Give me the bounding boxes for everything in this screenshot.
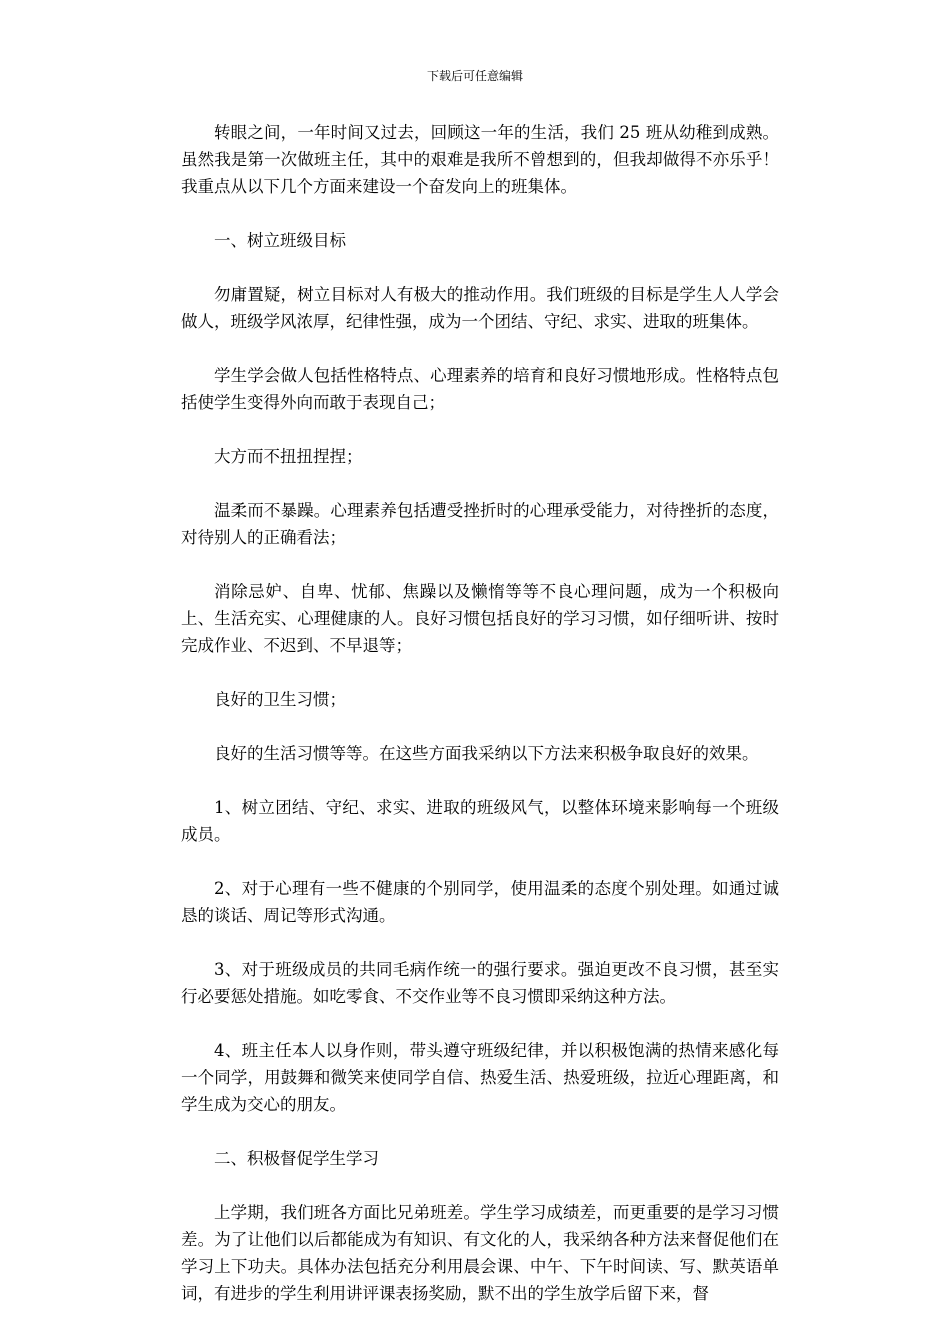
- list-item-2: 2、对于心理有一些不健康的个别同学，使用温柔的态度个别处理。如通过诚恳的谈话、周记等形式沟通。: [181, 879, 779, 925]
- document-body: [181, 119, 779, 1334]
- section-heading-2: 二、积极督促学生学习: [214, 1149, 379, 1168]
- body-paragraph: 学生学会做人包括性格特点、心理素养的培育和良好习惯地形成。性格特点包括使学生变得外向而敢于表现自己；: [181, 366, 779, 412]
- body-paragraph: 良好的卫生习惯；: [214, 690, 346, 709]
- body-paragraph: 消除忌妒、自卑、忧郁、焦躁以及懒惰等等不良心理问题，成为一个积极向上、生活充实、心理健康的人。良好习惯包括良好的学习习惯，如仔细听讲、按时完成作业、不迟到、不早退等；: [181, 582, 779, 655]
- body-paragraph: 大方而不扭扭捏捏；: [214, 447, 363, 466]
- body-paragraph: 温柔而不暴躁。心理素养包括遭受挫折时的心理承受能力，对待挫折的态度，对待别人的正确看法；: [181, 501, 779, 547]
- intro-paragraph: 转眼之间，一年时间又过去，回顾这一年的生活，我们 25 班从幼稚到成熟。虽然我是第一次做班主任，其中的艰难是我所不曾想到的，但我却做得不亦乐乎！我重点从以下几个方面来建设一个奋发向上的班集体。: [181, 123, 779, 196]
- body-paragraph: 勿庸置疑，树立目标对人有极大的推动作用。我们班级的目标是学生人人学会做人，班级学风浓厚，纪律性强，成为一个团结、守纪、求实、进取的班集体。: [181, 285, 779, 331]
- page-header-note: 下载后可任意编辑: [426, 69, 523, 83]
- list-item-3: 3、对于班级成员的共同毛病作统一的强行要求。强迫更改不良习惯，甚至实行必要惩处措施。如吃零食、不交作业等不良习惯即采纳这种方法。: [181, 960, 779, 1006]
- list-item-4: 4、班主任本人以身作则，带头遵守班级纪律，并以积极饱满的热情来感化每一个同学，用鼓舞和微笑来使同学自信、热爱生活、热爱班级，拉近心理距离，和学生成为交心的朋友。: [181, 1041, 779, 1114]
- list-item-1: 1、树立团结、守纪、求实、进取的班级风气，以整体环境来影响每一个班级成员。: [181, 798, 779, 844]
- section-heading-1: 一、树立班级目标: [214, 231, 346, 250]
- body-paragraph: 良好的生活习惯等等。在这些方面我采纳以下方法来积极争取良好的效果。: [214, 744, 759, 763]
- body-paragraph: 上学期，我们班各方面比兄弟班差。学生学习成绩差，而更重要的是学习习惯差。为了让他们以后都能成为有知识、有文化的人，我采纳各种方法来督促他们在学习上下功夫。具体办法包括充分利用晨会课、中午、下午时间读、写、默英语单词，有进步的学生利用讲评课表扬奖励，默不出的学生放学后留下来，督: [181, 1203, 779, 1303]
